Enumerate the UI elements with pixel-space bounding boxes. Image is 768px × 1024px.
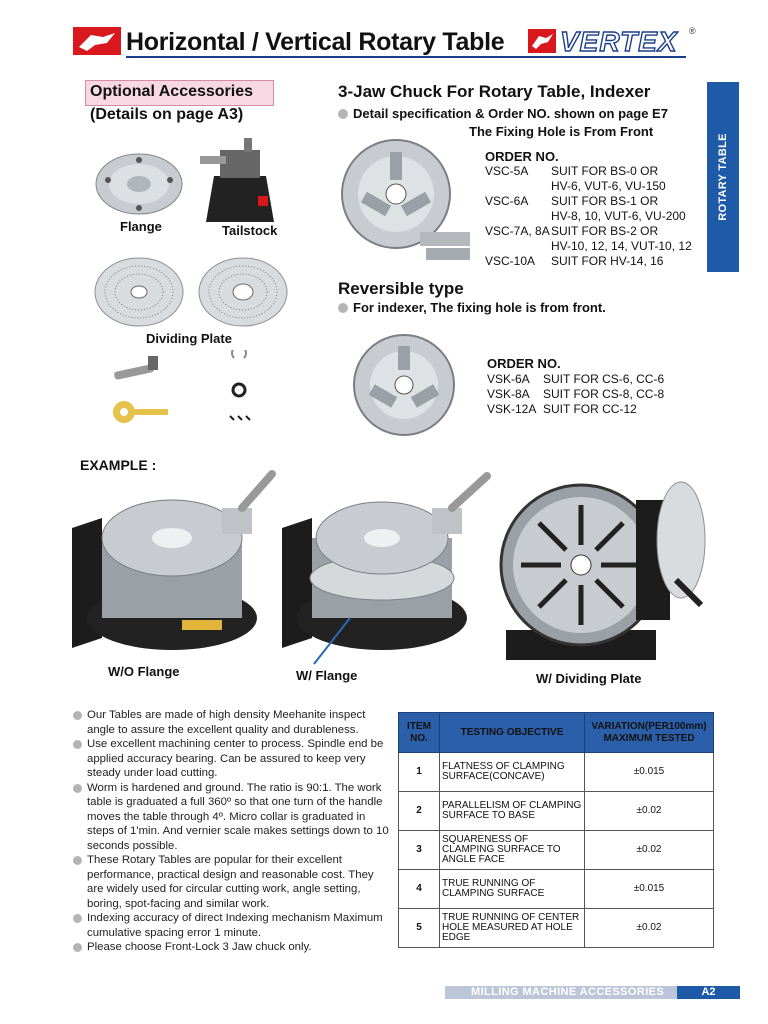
example-title: EXAMPLE : bbox=[80, 457, 157, 473]
chuck-detail bbox=[338, 106, 668, 121]
order-row bbox=[485, 179, 692, 194]
item-no-cell: 1 bbox=[399, 753, 440, 792]
dividing-plate-caption: Dividing Plate bbox=[146, 331, 232, 346]
order-suit: SUIT FOR BS-1 OR bbox=[551, 194, 659, 208]
order-row bbox=[485, 239, 692, 254]
feature-item: Please choose Front-Lock 3 Jaw chuck only. bbox=[73, 940, 393, 955]
example-caption-w-dividing-plate: W/ Dividing Plate bbox=[536, 671, 642, 686]
order-suit: HV-8, 10, VUT-6, VU-200 bbox=[551, 209, 686, 223]
chuck-detail-text: Detail specification & Order NO. shown on page E7 bbox=[353, 106, 668, 121]
table-row bbox=[399, 831, 714, 870]
example-caption-wo-flange: W/O Flange bbox=[108, 664, 180, 679]
order-code: VSC-7A, 8A bbox=[485, 224, 550, 238]
testing-spec-table bbox=[398, 712, 714, 948]
tailstock-caption: Tailstock bbox=[222, 223, 278, 238]
objective-cell: PARALLELISM OF CLAMPING SURFACE TO BASE bbox=[440, 792, 585, 831]
order-suit: HV-6, VUT-6, VU-150 bbox=[551, 179, 666, 193]
order-row bbox=[485, 254, 692, 269]
column-header-variation: VARIATION(PER100mm) MAXIMUM TESTED bbox=[585, 713, 714, 753]
feature-item: Use excellent machining center to process. Spindle end be applied accuracy bearing. Can be assured to keep very steady under load cutting. bbox=[73, 737, 393, 781]
registered-mark: ® bbox=[689, 26, 696, 36]
bullet-dot-icon bbox=[338, 303, 348, 313]
example-image-w-dividing-plate bbox=[496, 470, 711, 670]
variation-cell: ±0.015 bbox=[585, 870, 714, 909]
order-suit: SUIT FOR CS-8, CC-8 bbox=[543, 387, 665, 401]
chuck-title: 3-Jaw Chuck For Rotary Table, Indexer bbox=[338, 82, 651, 101]
brand-logo-text: VERTEX bbox=[560, 26, 678, 57]
side-tab bbox=[707, 82, 739, 272]
order-code: VSC-10A bbox=[485, 254, 536, 268]
footer-section-label: MILLING MACHINE ACCESSORIES bbox=[471, 986, 665, 998]
order-row bbox=[487, 402, 664, 417]
variation-cell: ±0.015 bbox=[585, 753, 714, 792]
dividing-plate-image-1 bbox=[94, 256, 184, 328]
reversible-order-list bbox=[487, 372, 664, 417]
reversible-chuck-image bbox=[346, 330, 466, 440]
objective-cell: FLATNESS OF CLAMPING SURFACE(CONCAVE) bbox=[440, 753, 585, 792]
order-suit: SUIT FOR BS-2 OR bbox=[551, 224, 659, 238]
accessories-title: Optional Accessories bbox=[90, 83, 254, 100]
feature-item: Worm is hardened and ground. The ratio is 90:1. The work table is graduated a full 360º so that one turn of the handle moves the table through 4º. Micro collar is graduated in steps of 1'min. And vernier scale makes settings down to 10 seconds possible. bbox=[73, 781, 393, 854]
objective-cell: TRUE RUNNING OF CENTER HOLE MEASURED AT HOLE EDGE bbox=[440, 909, 585, 948]
accessories-subtitle: (Details on page A3) bbox=[90, 106, 244, 123]
item-no-cell: 5 bbox=[399, 909, 440, 948]
order-code: VSK-6A bbox=[487, 372, 530, 386]
objective-cell: TRUE RUNNING OF CLAMPING SURFACE bbox=[440, 870, 585, 909]
page-number: A2 bbox=[677, 986, 740, 999]
reversible-note bbox=[338, 300, 606, 315]
chuck-image bbox=[336, 132, 476, 272]
brand-logo-left bbox=[73, 27, 121, 55]
item-no-cell: 4 bbox=[399, 870, 440, 909]
reversible-note-text: For indexer, The fixing hole is from front. bbox=[353, 300, 606, 315]
example-image-w-flange bbox=[282, 468, 492, 668]
item-no-cell: 2 bbox=[399, 792, 440, 831]
example-image-wo-flange bbox=[72, 468, 282, 668]
order-row bbox=[485, 224, 692, 239]
table-row bbox=[399, 753, 714, 792]
order-row bbox=[487, 387, 664, 402]
order-code: VSK-12A bbox=[487, 402, 537, 416]
objective-cell: SQUARENESS OF CLAMPING SURFACE TO ANGLE FACE bbox=[440, 831, 585, 870]
tailstock-image bbox=[200, 136, 280, 226]
order-row bbox=[485, 164, 692, 179]
feature-item: These Rotary Tables are popular for their excellent performance, practical design and reasonable cost. They are widely used for circular cutting work, angle setting, boring, spot-facing and similar work. bbox=[73, 853, 393, 911]
order-suit: SUIT FOR CC-12 bbox=[543, 402, 637, 416]
feature-list bbox=[73, 708, 393, 955]
page-title: Horizontal / Vertical Rotary Table bbox=[126, 28, 505, 56]
column-header-objective: TESTING OBJECTIVE bbox=[440, 713, 585, 753]
order-suit: HV-10, 12, 14, VUT-10, 12 bbox=[551, 239, 692, 253]
feature-item: Indexing accuracy of direct Indexing mechanism Maximum cumulative spacing error 1 minute. bbox=[73, 911, 393, 940]
table-header-row bbox=[399, 713, 714, 753]
reversible-title: Reversible type bbox=[338, 279, 464, 298]
order-code: VSC-5A bbox=[485, 164, 529, 178]
brand-logo-mark bbox=[528, 29, 556, 53]
order-suit: SUIT FOR CS-6, CC-6 bbox=[543, 372, 665, 386]
side-tab-label: ROTARY TABLE bbox=[717, 133, 729, 221]
order-suit: SUIT FOR BS-0 OR bbox=[551, 164, 659, 178]
reversible-order-label: ORDER NO. bbox=[487, 356, 561, 371]
chuck-fixing-note: The Fixing Hole is From Front bbox=[469, 124, 654, 139]
flange-caption: Flange bbox=[120, 219, 162, 234]
chuck-order-label: ORDER NO. bbox=[485, 149, 559, 164]
accessory-parts-image bbox=[108, 350, 278, 430]
bullet-dot-icon bbox=[338, 109, 348, 119]
order-row bbox=[485, 209, 692, 224]
dividing-plate-image-2 bbox=[198, 256, 288, 328]
flange-image bbox=[94, 150, 184, 218]
feature-item: Our Tables are made of high density Meehanite inspect angle to assure the excellent quality and durableness. bbox=[73, 708, 393, 737]
chuck-order-list bbox=[485, 164, 692, 269]
order-row bbox=[487, 372, 664, 387]
order-code: VSC-6A bbox=[485, 194, 529, 208]
table-row bbox=[399, 870, 714, 909]
example-caption-w-flange: W/ Flange bbox=[296, 668, 358, 683]
table-row bbox=[399, 792, 714, 831]
variation-cell: ±0.02 bbox=[585, 792, 714, 831]
variation-cell: ±0.02 bbox=[585, 831, 714, 870]
order-suit: SUIT FOR HV-14, 16 bbox=[551, 254, 664, 268]
variation-cell: ±0.02 bbox=[585, 909, 714, 948]
order-code: VSK-8A bbox=[487, 387, 530, 401]
order-row bbox=[485, 194, 692, 209]
table-row bbox=[399, 909, 714, 948]
column-header-item: ITEM NO. bbox=[399, 713, 440, 753]
item-no-cell: 3 bbox=[399, 831, 440, 870]
